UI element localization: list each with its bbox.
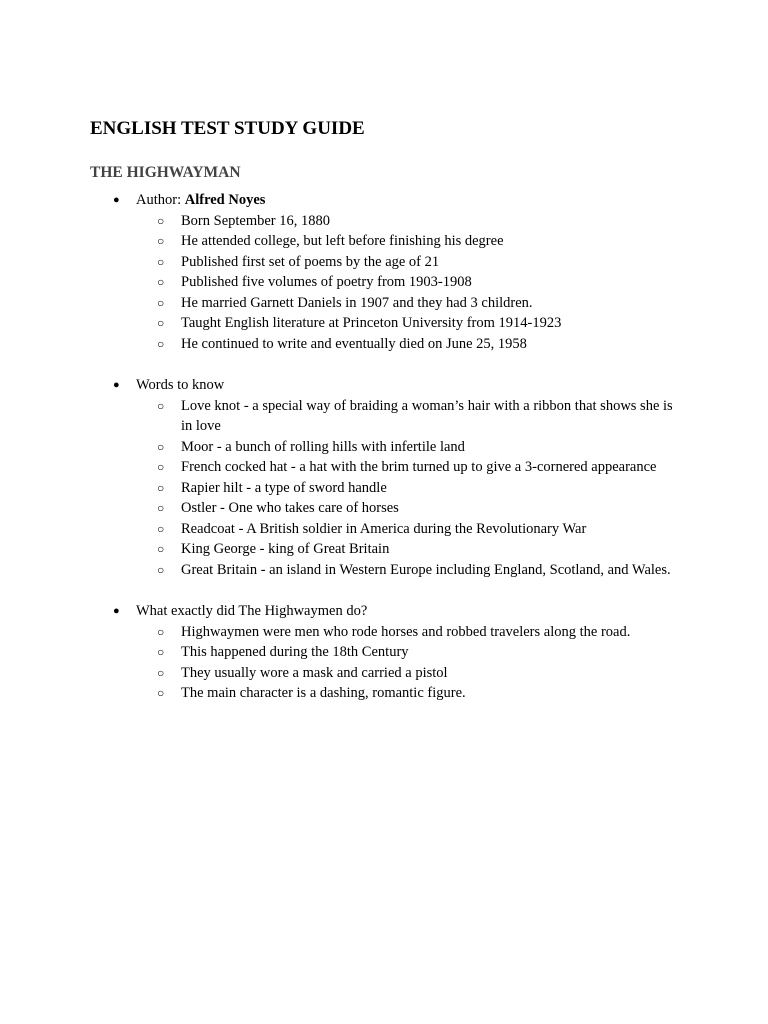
sub-list-item xyxy=(0,683,681,704)
sub-list-item xyxy=(0,211,681,232)
hollow-circle-icon: ○ xyxy=(157,501,165,515)
sub-item-text: They usually wore a mask and carried a pistol xyxy=(181,664,448,681)
hollow-circle-icon: ○ xyxy=(157,275,165,289)
sub-list-item xyxy=(0,231,681,252)
hollow-circle-icon: ○ xyxy=(157,439,165,454)
hollow-circle-icon: ○ xyxy=(157,665,165,680)
author-name: Alfred Noyes xyxy=(184,192,266,208)
sub-item-text: Published first set of poems by the age of 21 xyxy=(181,253,440,270)
sub-list-item xyxy=(0,334,681,355)
sub-item-text: Moor - a bunch of rolling hills with infertile land xyxy=(181,438,465,455)
document-title: ENGLISH TEST STUDY GUIDE xyxy=(90,118,365,139)
sub-list-item xyxy=(0,663,681,684)
hollow-circle-icon: ○ xyxy=(157,295,165,310)
sub-list-item xyxy=(0,642,681,663)
hollow-circle-icon: ○ xyxy=(157,562,165,577)
bullet-dot-icon: ● xyxy=(113,194,120,206)
hollow-circle-icon: ○ xyxy=(157,686,165,700)
hollow-circle-icon: ○ xyxy=(157,316,165,330)
hollow-circle-icon: ○ xyxy=(157,336,165,351)
hollow-circle-icon: ○ xyxy=(157,460,165,474)
bullet-item xyxy=(0,375,768,580)
hollow-circle-icon: ○ xyxy=(157,213,165,228)
hollow-circle-icon: ○ xyxy=(157,645,165,659)
bullet-row xyxy=(0,375,768,396)
sub-item-text: Taught English literature at Princeton University from 1914-1923 xyxy=(181,315,562,331)
sub-list-item xyxy=(0,293,681,314)
hollow-circle-icon: ○ xyxy=(157,254,165,269)
sub-list-item xyxy=(0,457,681,478)
hollow-circle-icon: ○ xyxy=(157,234,165,248)
bullet-label: Author: xyxy=(136,192,185,208)
sub-list-item xyxy=(0,498,681,519)
sub-item-text: Highwaymen were men who rode horses and robbed travelers along the road. xyxy=(181,623,631,640)
sub-list-item xyxy=(0,519,681,540)
hollow-circle-icon: ○ xyxy=(157,542,165,556)
sub-list-item xyxy=(0,313,681,334)
sub-item-text: Love knot - a special way of braiding a woman’s hair with a ribbon that shows she is in love xyxy=(181,397,673,434)
sub-item-text: Born September 16, 1880 xyxy=(181,212,331,229)
sub-item-text: French cocked hat - a hat with the brim turned up to give a 3-cornered appearance xyxy=(181,459,657,475)
hollow-circle-icon: ○ xyxy=(157,624,165,639)
sub-item-text: He attended college, but left before finishing his degree xyxy=(181,233,504,249)
sub-list xyxy=(0,211,768,355)
study-guide-list xyxy=(0,190,768,725)
bullet-row xyxy=(0,190,768,211)
sub-item-text: King George - king of Great Britain xyxy=(181,541,390,557)
sub-list-item xyxy=(0,478,681,499)
sub-list-item xyxy=(0,437,681,458)
sub-item-text: The main character is a dashing, romantic figure. xyxy=(181,685,466,701)
sub-item-text: Readcoat - A British soldier in America during the Revolutionary War xyxy=(181,520,587,537)
sub-item-text: He married Garnett Daniels in 1907 and they had 3 children. xyxy=(181,294,533,311)
section-heading: THE HIGHWAYMAN xyxy=(90,164,241,181)
sub-item-text: This happened during the 18th Century xyxy=(181,644,409,660)
sub-item-text: Ostler - One who takes care of horses xyxy=(181,500,399,516)
hollow-circle-icon: ○ xyxy=(157,480,165,495)
sub-item-text: Published five volumes of poetry from 1903-1908 xyxy=(181,274,472,290)
bullet-dot-icon: ● xyxy=(113,605,120,617)
sub-list-item xyxy=(0,539,681,560)
sub-item-text: He continued to write and eventually died on June 25, 1958 xyxy=(181,335,527,352)
bullet-item xyxy=(0,190,768,354)
sub-list-item xyxy=(0,272,681,293)
sub-list xyxy=(0,396,768,581)
hollow-circle-icon: ○ xyxy=(157,521,165,536)
sub-list-item xyxy=(0,252,681,273)
sub-list-item xyxy=(0,396,681,437)
bullet-label: What exactly did The Highwaymen do? xyxy=(136,603,368,619)
sub-item-text: Rapier hilt - a type of sword handle xyxy=(181,479,387,496)
sub-list-item xyxy=(0,560,681,581)
bullet-row xyxy=(0,601,768,622)
bullet-dot-icon: ● xyxy=(113,379,120,391)
bullet-label: Words to know xyxy=(136,377,225,393)
sub-list xyxy=(0,622,768,704)
sub-item-text: Great Britain - an island in Western Europe including England, Scotland, and Wales. xyxy=(181,561,671,578)
hollow-circle-icon: ○ xyxy=(157,398,165,413)
bullet-item xyxy=(0,601,768,704)
sub-list-item xyxy=(0,622,681,643)
